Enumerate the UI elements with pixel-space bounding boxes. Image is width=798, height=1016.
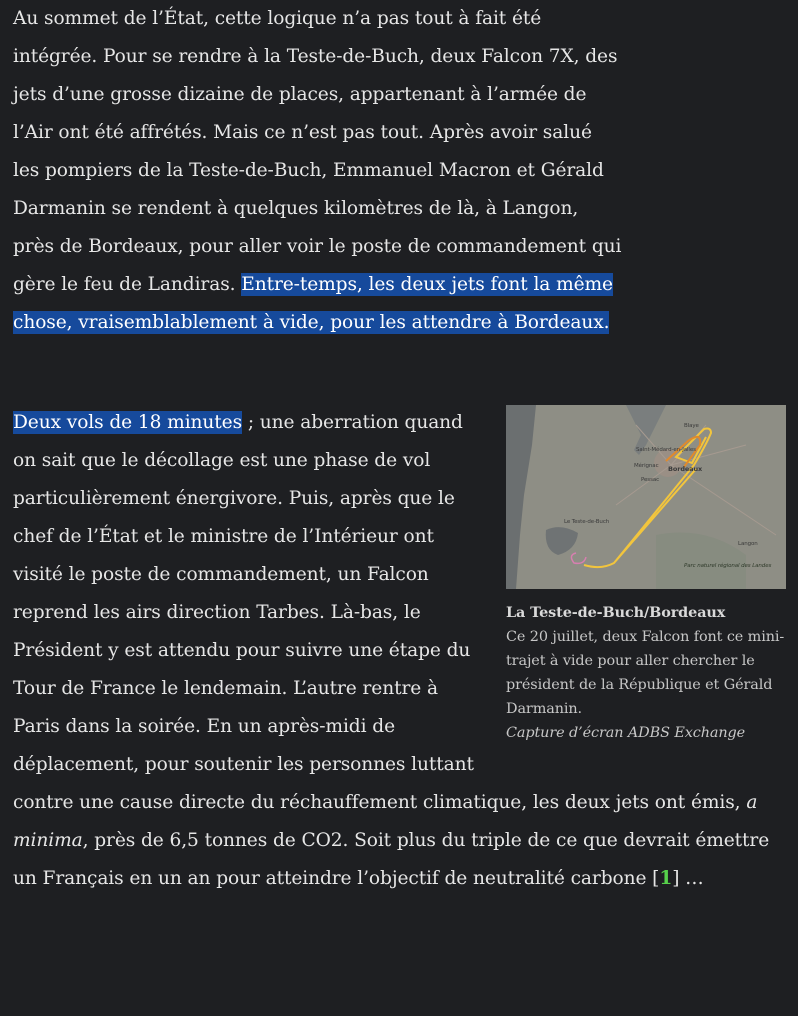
map-label-blaye: Blaye	[684, 423, 699, 429]
map-label-teste-de-buch: Le Teste-de-Buch	[564, 519, 610, 525]
map-figure	[506, 404, 798, 745]
map-label-merignac: Mérignac	[634, 463, 659, 469]
paragraph-2	[13, 404, 798, 898]
map-label-park: Parc naturel régional des Landes	[684, 563, 772, 569]
map-label-saint-medard: Saint-Médard-en-Jalles	[636, 447, 696, 453]
caption-text: Ce 20 juillet, deux Falcon font ce mini-trajet à vide pour aller chercher le président de la République et Gérald Darmanin.	[506, 629, 785, 717]
caption-credit: Capture d’écran ADBS Exchange	[506, 725, 746, 741]
paragraph-2-text-a: ; une aberration quand on sait que le décollage est une phase de vol particulièrement énergivore. Puis, après que le chef de l’État et le ministre de l’Intérieur ont visité le poste de commandement, un Falcon reprend les airs direction Tarbes. Là-bas, le Président y est attendu pour suivre une étape du Tour de France le lendemain. L’autre rentre à Paris dans la soirée. En un après-midi de déplacement, pour soutenir les personnes luttant contre une cause directe du réchauffement climatique, les deux jets ont émis,	[13, 412, 747, 813]
highlighted-text-2[interactable]: Deux vols de 18 minutes	[13, 412, 243, 433]
paragraph-2-text-c: ] …	[672, 868, 704, 889]
footnote-ref-link[interactable]: 1	[659, 868, 673, 889]
highlighted-text-1[interactable]: Entre-temps, les deux jets font la même chose, vraisemblablement à vide, pour les attendre à Bordeaux.	[13, 274, 613, 333]
paragraph-2-text-b: , près de 6,5 tonnes de CO2. Soit plus du triple de ce que devrait émettre un Français en un an pour atteindre l’objectif de neutralité carbone [	[13, 830, 770, 889]
figure-caption	[506, 601, 798, 745]
flight-map-image[interactable]	[506, 405, 786, 589]
caption-title: La Teste-de-Buch/Bordeaux	[506, 604, 726, 621]
map-label-pessac: Pessac	[641, 477, 660, 483]
paragraph-1-text: Au sommet de l’État, cette logique n’a pas tout à fait été intégrée. Pour se rendre à la Teste-de-Buch, deux Falcon 7X, des jets d’une grosse dizaine de places, appartenant à l’armée de l’Air ont été affrétés. Mais ce n’est pas tout. Après avoir salué les pompiers de la Teste-de-Buch, Emmanuel Macron et Gérald Darmanin se rendent à quelques kilomètres de là, à Langon, près de Bordeaux, pour aller voir le poste de commandement qui gère le feu de Landiras.	[13, 8, 622, 295]
emphasis-a-minima: a minima	[13, 792, 758, 851]
map-label-langon: Langon	[738, 541, 758, 547]
paragraph-1	[13, 0, 623, 342]
map-label-bordeaux: Bordeaux	[668, 465, 703, 473]
